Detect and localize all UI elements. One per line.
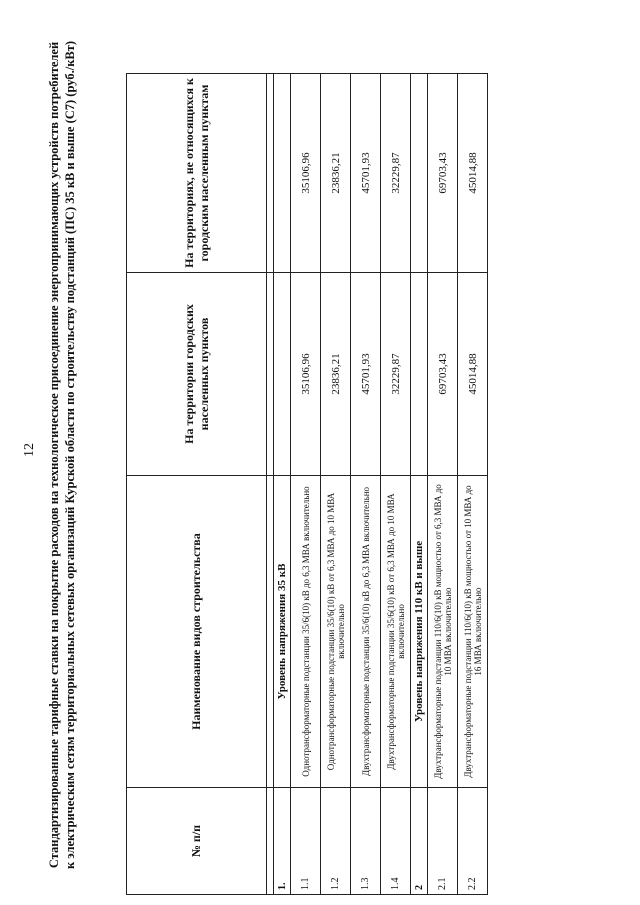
row-name: Двухтрансформаторные подстанции 35/6(10) кВ от 6,3 МВА до 10 МВА включительно [381, 476, 411, 788]
page-number: 12 [22, 443, 37, 457]
row-num: 1.2 [321, 788, 351, 895]
document-title: Стандартизированные тарифные ставки на покрытие расходов на технологическое присоединение энергопринимающих устройств потребителей к электрическим сетям территориальных сетевых организаций Курской области по строительству подстанций (ПС) 35 кВ и выше (С7) (руб./кВт) [47, 40, 77, 870]
row-urban: 32229,87 [381, 273, 411, 476]
row-num: 1.4 [381, 788, 411, 895]
row-urban: 35106,96 [291, 273, 321, 476]
header-num: № п/п [127, 788, 267, 895]
row-name: Уровень напряжения 35 кВ [274, 476, 291, 788]
table-row [321, 74, 351, 895]
row-urban: 45014,88 [458, 273, 488, 476]
row-urban: 23836,21 [321, 273, 351, 476]
spacer-row [267, 74, 274, 895]
row-name: Двухтрансформаторные подстанции 110/6(10) кВ мощностью от 6,3 МВА до 10 МВА включительно [428, 476, 458, 788]
row-rural: 32229,87 [381, 74, 411, 273]
row-num: 2.1 [428, 788, 458, 895]
row-name: Однотрансформаторные подстанции 35/6(10) кВ от 6,3 МВА до 10 МВА включительно [321, 476, 351, 788]
row-num: 2 [411, 788, 428, 895]
table-row [274, 74, 291, 895]
row-urban [411, 273, 428, 476]
row-num: 2.2 [458, 788, 488, 895]
row-rural: 45701,93 [351, 74, 381, 273]
header-rural: На территориях, не относящихся к городским населенным пунктам [127, 74, 267, 273]
row-name: Двухтрансформаторные подстанции 35/6(10) кВ до 6,3 МВА включительно [351, 476, 381, 788]
table-row [381, 74, 411, 895]
header-name: Наименование видов строительства [127, 476, 267, 788]
row-urban: 45701,93 [351, 273, 381, 476]
row-rural: 45014,88 [458, 74, 488, 273]
row-name: Уровень напряжения 110 кВ и выше [411, 476, 428, 788]
row-rural: 69703,43 [428, 74, 458, 273]
table-row [411, 74, 428, 895]
table-row [351, 74, 381, 895]
table-row [428, 74, 458, 895]
table-header-row [127, 74, 267, 895]
table-row [458, 74, 488, 895]
table-row [291, 74, 321, 895]
row-rural: 35106,96 [291, 74, 321, 273]
row-num: 1. [274, 788, 291, 895]
row-name: Двухтрансформаторные подстанции 110/6(10) кВ мощностью от 10 МВА до 16 МВА включительно [458, 476, 488, 788]
row-name: Однотрансформаторные подстанции 35/6(10) кВ до 6,3 МВА включительно [291, 476, 321, 788]
tariff-table [126, 73, 488, 895]
row-rural [411, 74, 428, 273]
row-urban [274, 273, 291, 476]
row-num: 1.1 [291, 788, 321, 895]
row-num: 1.3 [351, 788, 381, 895]
row-rural [274, 74, 291, 273]
row-rural: 23836,21 [321, 74, 351, 273]
header-urban: На территории городских населенных пунктов [127, 273, 267, 476]
row-urban: 69703,43 [428, 273, 458, 476]
